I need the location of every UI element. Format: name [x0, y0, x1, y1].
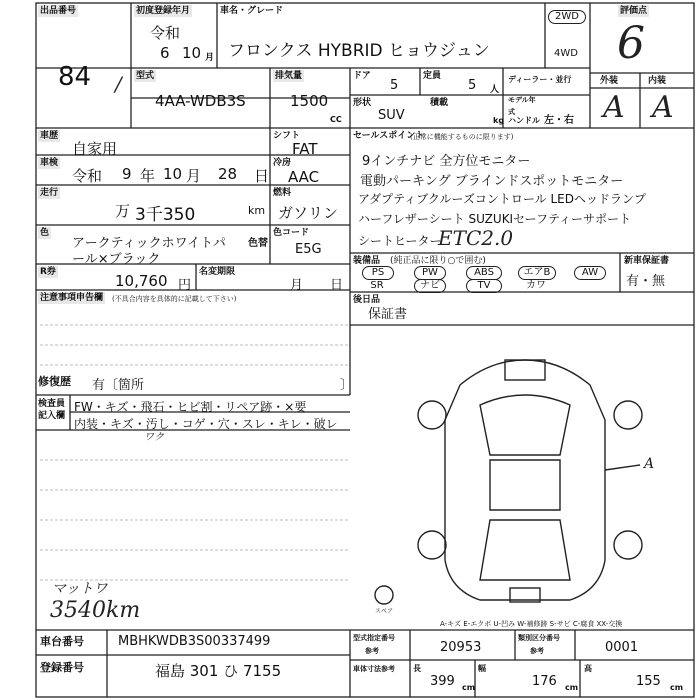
- equip-ps: PS: [362, 266, 394, 280]
- reminder-label: 名変期限: [199, 267, 236, 277]
- inspector-note: ワク: [144, 432, 164, 443]
- length-value: 399: [430, 674, 455, 689]
- cert-ref-label: 参考: [365, 647, 379, 655]
- handle-label: ハンドル: [508, 116, 540, 125]
- height-value: 155: [636, 674, 661, 689]
- exterior-label: 外装: [600, 76, 619, 86]
- notice-sub: (不具合内容を具体的に記載して下さい): [112, 295, 237, 303]
- width-value: 176: [532, 674, 557, 689]
- sales-point-3: アダプティブクルーズコントロール LEDヘッドランプ: [358, 192, 646, 206]
- shape-value: SUV: [378, 108, 405, 123]
- warranty-value: 有・無: [626, 274, 666, 289]
- lot-number-value: 84: [58, 62, 92, 92]
- inspection-month-unit: 月: [186, 167, 202, 185]
- inspection-era: 令和: [72, 167, 103, 185]
- doors-value: 5: [390, 78, 399, 93]
- load-label: 積載: [430, 98, 449, 108]
- first-reg-year: 6: [160, 44, 170, 62]
- equipment-sub: (純正品に限り○で囲む): [390, 256, 486, 266]
- first-reg-month: 10: [182, 44, 202, 62]
- mileage-value: 3千350: [135, 205, 196, 225]
- repair-close: 〕: [340, 378, 354, 393]
- spare-label: スペア: [375, 608, 394, 615]
- equip-abs: ABS: [466, 266, 502, 280]
- sales-point-etc: ETC2.0: [438, 226, 514, 250]
- reminder-day: 日: [330, 278, 344, 293]
- equip-navi: ナビ: [414, 279, 446, 293]
- capacity-value: 5: [468, 78, 477, 93]
- equip-sr: SR: [370, 280, 384, 291]
- displacement-label: 排気量: [275, 71, 303, 81]
- inspection-year: 9: [122, 165, 132, 183]
- warranty-label: 新車保証書: [624, 256, 670, 266]
- damage-legend: A-キズ E-エクボ U-凹み W-補修跡 S-サビ C-腐食 XX-交換: [440, 620, 623, 628]
- inspection-day-unit: 日: [254, 167, 270, 185]
- car-name-value: フロンクス HYBRID ヒョウジュン: [228, 41, 490, 61]
- model-value: 4AA-WDB3S: [155, 92, 246, 110]
- handwritten-note-1: マットワ: [52, 581, 108, 597]
- capacity-label: 定員: [423, 71, 442, 81]
- color-code-value: E5G: [295, 242, 322, 257]
- color-replace-label: 色替: [248, 238, 268, 249]
- rear-goods-value: 保証書: [368, 307, 408, 322]
- sales-points-label: セールスポイント: [353, 131, 425, 141]
- drive-2wd: 2WD: [548, 10, 586, 24]
- inspection-day: 28: [218, 165, 238, 183]
- km-unit: km: [248, 204, 266, 217]
- handle-lr: 左・右: [544, 115, 574, 126]
- yen-unit: 円: [178, 278, 192, 293]
- rear-goods-label: 後日品: [353, 295, 381, 305]
- diagram-mark-a: A: [644, 456, 655, 472]
- length-label: 長: [413, 664, 421, 673]
- displacement-value: 1500: [290, 92, 329, 110]
- width-label: 幅: [478, 664, 486, 673]
- width-unit: cm: [565, 683, 579, 692]
- inspection-year-unit: 年: [140, 167, 156, 185]
- mileage-label: 走行: [40, 188, 59, 198]
- inspector-row2: 内装・キズ・汚し・コゲ・穴・スレ・キレ・破レ: [74, 417, 338, 431]
- sales-point-2: 電動パーキング ブラインドスポットモニター: [360, 174, 624, 189]
- color-line2: ール×ブラック: [72, 252, 161, 267]
- equipment-label: 装備品: [353, 256, 381, 266]
- interior-label: 内装: [648, 76, 667, 86]
- kg-unit: kg: [493, 116, 505, 125]
- car-name-label: 車名・グレード: [220, 6, 284, 16]
- exterior-grade: A: [603, 90, 625, 125]
- chassis-value: MBHKWDB3S00337499: [118, 634, 271, 649]
- r-ken-label: R券: [40, 267, 56, 277]
- dims-label: 車体寸法参考: [353, 665, 395, 673]
- height-label: 高: [584, 664, 592, 673]
- cert-no-label: 型式指定番号: [353, 634, 395, 642]
- dealer-label: ディーラー・並行: [508, 75, 572, 84]
- shift-label: シフト: [273, 131, 301, 141]
- people-unit: 人: [490, 85, 500, 95]
- repair-value: 有〔箇所: [92, 378, 145, 393]
- cc-unit: CC: [330, 115, 342, 124]
- inspector-row1: FW・キズ・飛石・ヒビ割・リペア跡・×要: [74, 400, 307, 414]
- mileage-man: 万: [115, 202, 131, 220]
- fuel-label: 燃料: [273, 188, 292, 198]
- model-year-label: モデル年式: [508, 96, 536, 116]
- shape-label: 形状: [353, 98, 372, 108]
- fuel-value: ガソリン: [278, 204, 339, 222]
- sales-point-4: ハーフレザーシート SUZUKIセーフティーサポート: [358, 212, 632, 226]
- notice-label: 注意事項申告欄: [40, 293, 104, 303]
- history-label: 車歴: [40, 131, 59, 141]
- class-no-value: 0001: [605, 640, 639, 655]
- height-unit: cm: [670, 683, 684, 692]
- lot-tick-mark: /: [115, 72, 122, 96]
- repair-label: 修復歴: [38, 375, 71, 388]
- sales-point-1: 9インチナビ 全方位モニター: [362, 154, 531, 169]
- drive-4wd: 4WD: [554, 48, 578, 59]
- equip-pw: PW: [414, 266, 446, 280]
- handwritten-note-2: 3540km: [50, 598, 141, 623]
- inspector-label: 検査員記入欄: [38, 399, 66, 421]
- shift-value: FAT: [292, 140, 318, 158]
- aircon-label: 冷房: [273, 158, 292, 168]
- first-reg-era: 令和: [150, 24, 181, 42]
- registration-label: 登録番号: [40, 661, 84, 674]
- inspection-month: 10: [163, 165, 183, 183]
- history-value: 自家用: [72, 140, 118, 158]
- inspection-label: 車検: [40, 158, 59, 168]
- score-label: 評価点: [620, 6, 648, 16]
- equip-leather: カワ: [526, 280, 546, 291]
- cert-no-value: 20953: [440, 640, 482, 655]
- first-reg-label: 初度登録年月: [136, 6, 191, 16]
- equip-airbag: エアB: [518, 266, 556, 280]
- sales-point-5: シートヒーター: [358, 234, 442, 248]
- score-value: 6: [617, 18, 645, 69]
- r-ken-value: 10,760: [115, 272, 168, 290]
- equip-aw: AW: [574, 266, 606, 280]
- model-label: 型式: [136, 71, 155, 81]
- equip-tv: TV: [466, 279, 502, 293]
- color-line1: アークティックホワイトパ: [72, 236, 226, 251]
- chassis-label: 車台番号: [40, 635, 84, 648]
- aircon-value: AAC: [288, 168, 320, 186]
- color-code-label: 色コード: [273, 228, 310, 238]
- interior-grade: A: [652, 90, 674, 125]
- first-reg-month-unit: 月: [205, 53, 215, 63]
- reminder-month: 月: [290, 278, 304, 293]
- color-label: 色: [40, 228, 50, 238]
- sales-points-sub: (正常に機能するものに限ります): [410, 133, 514, 141]
- registration-value: 福島 301 ひ 7155: [155, 662, 282, 680]
- doors-label: ドア: [353, 71, 371, 81]
- class-no-label: 類別区分番号: [518, 634, 560, 642]
- lot-number-label: 出品番号: [40, 6, 77, 16]
- length-unit: cm: [462, 683, 476, 692]
- class-ref-label: 参考: [530, 647, 544, 655]
